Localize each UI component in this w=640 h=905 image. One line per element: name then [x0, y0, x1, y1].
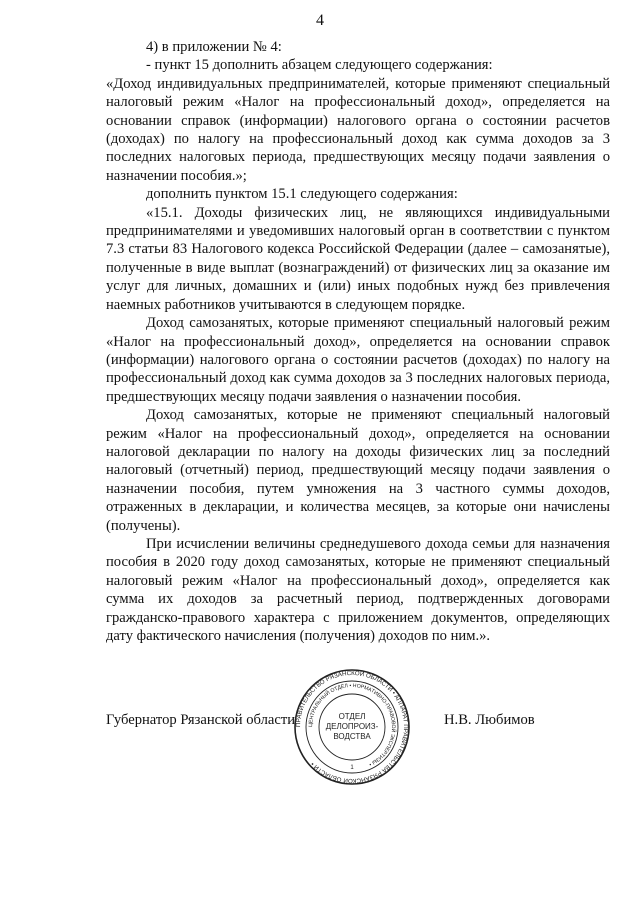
paragraph-entrepreneur-income: «Доход индивидуальных предпринимателей, которые применяют специальный налоговый режим «Налог на профессиональный доход», определяется на основании справок (информации) налогового органа о состоянии расчетов (доходах) по налогу на профессиональный доход как сумма доходов за 3 последних налоговых периода, предшествующих месяцу подачи заявления о назначении пособия.»;: [106, 75, 610, 184]
paragraph-self-employed-npd: Доход самозанятых, которые применяют специальный налоговый режим «Налог на профессиональный доход», определяется на основании справок (информации) налогового органа о состоянии расчетов (доходах) по налогу на профессиональный доход как сумма доходов за 3 последних налоговых периода, предшествующих месяцу подачи заявления о назначении пособия.: [106, 315, 610, 405]
document-body: [106, 38, 610, 645]
page-number: 4: [316, 12, 324, 29]
paragraph-point-15: - пункт 15 дополнить абзацем следующего содержания:: [146, 57, 493, 74]
paragraph-appendix-item: 4) в приложении № 4:: [146, 39, 282, 55]
official-seal: [293, 668, 411, 786]
signatory-name: Н.В. Любимов: [444, 712, 535, 728]
seal-inner-textpath: ЦЕНТРАЛЬНЫЙ ОТДЕЛ • НОРМАТИВНО-ПРАВОВОЙ ЭКСПЕРТИЗЫ •: [307, 682, 397, 767]
seal-center-line3: ВОДСТВА: [333, 732, 371, 741]
paragraph-2020-calculation: При исчислении величины среднедушевого дохода семьи для назначения пособия в 2020 году доход самозанятых, которые не применяют специальный налоговый режим «Налог на профессиональный доход», определяется как сумма их доходов за расчетный период, подтвержденных договорами гражданско-правового характера с приложением документов, определяющих дату фактического начисления (получения) доходов по ним.».: [106, 535, 610, 644]
seal-center-line2: ДЕЛОПРОИЗ-: [325, 722, 379, 731]
seal-outer-textpath: ПРАВИТЕЛЬСТВО РЯЗАНСКОЙ ОБЛАСТИ • АППАРАТ ПРАВИТЕЛЬСТВА РЯЗАНСКОЙ ОБЛАСТИ •: [294, 669, 410, 785]
paragraph-self-employed-no-npd: Доход самозанятых, которые не применяют специальный налоговый режим «Налог на профессиональный доход», определяется на основании налоговой декларации по налогу на доходы физических лиц за последний налоговый (отчетный) период, предшествующий месяцу подачи заявления о назначении пособия, путем умножения на 3 частного суммы доходов, отраженных в декларации, и количества месяцев, за которые они начислены (получены).: [106, 407, 610, 534]
seal-number: 1: [350, 765, 354, 771]
paragraph-point-15-1-intro: дополнить пунктом 15.1 следующего содержания:: [146, 186, 458, 203]
paragraph-point-15-1: «15.1. Доходы физических лиц, не являющихся индивидуальными предпринимателями и уведомивших налоговый орган в соответствии с пунктом 7.3 статьи 83 Налогового кодекса Российской Федерации (далее – самозанятые), полученные в виде выплат (вознаграждений) от физических лиц за оказание им услуг для личных, домашних и (или) иных подобных нужд без привлечения наемных работников учитываются в следующем порядке.: [106, 204, 610, 313]
signatory-title: Губернатор Рязанской области: [106, 712, 296, 728]
seal-center-line1: ОТДЕЛ: [338, 712, 366, 721]
